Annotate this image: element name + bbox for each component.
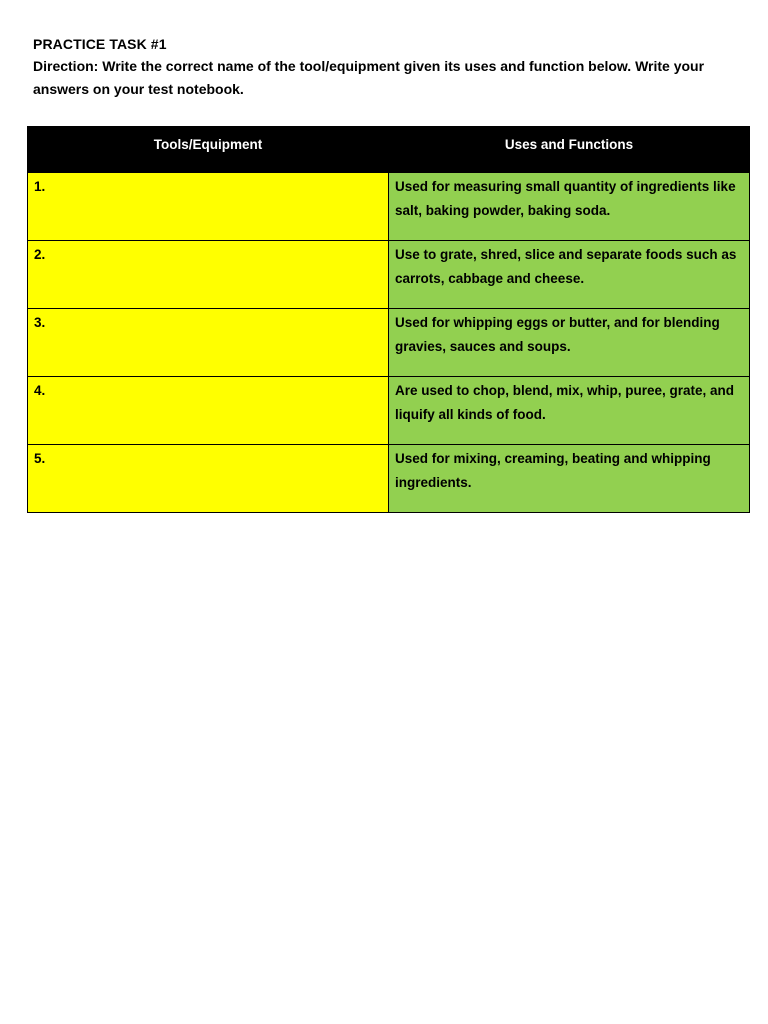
page-header xyxy=(33,33,748,101)
use-cell-2: Use to grate, shred, slice and separate foods such as carrots, cabbage and cheese. xyxy=(389,241,750,309)
use-cell-4: Are used to chop, blend, mix, whip, puree, grate, and liquify all kinds of food. xyxy=(389,377,750,445)
use-cell-3: Used for whipping eggs or butter, and for blending gravies, sauces and soups. xyxy=(389,309,750,377)
tools-table xyxy=(27,126,750,513)
table-header-row xyxy=(28,127,750,173)
column-header-uses: Uses and Functions xyxy=(389,127,750,173)
table-row xyxy=(28,241,750,309)
use-cell-1: Used for measuring small quantity of ingredients like salt, baking powder, baking soda. xyxy=(389,173,750,241)
direction-text: Direction: Write the correct name of the tool/equipment given its uses and function below. Write your answers on your test notebook. xyxy=(33,58,705,97)
table-row xyxy=(28,173,750,241)
table-row xyxy=(28,377,750,445)
answer-cell-4: 4. xyxy=(28,377,389,445)
answer-cell-1: 1. xyxy=(28,173,389,241)
table-row xyxy=(28,445,750,513)
task-title: PRACTICE TASK #1 xyxy=(33,36,167,52)
answer-cell-3: 3. xyxy=(28,309,389,377)
answer-cell-2: 2. xyxy=(28,241,389,309)
table-row xyxy=(28,309,750,377)
answer-cell-5: 5. xyxy=(28,445,389,513)
use-cell-5: Used for mixing, creaming, beating and whipping ingredients. xyxy=(389,445,750,513)
column-header-tools: Tools/Equipment xyxy=(28,127,389,173)
